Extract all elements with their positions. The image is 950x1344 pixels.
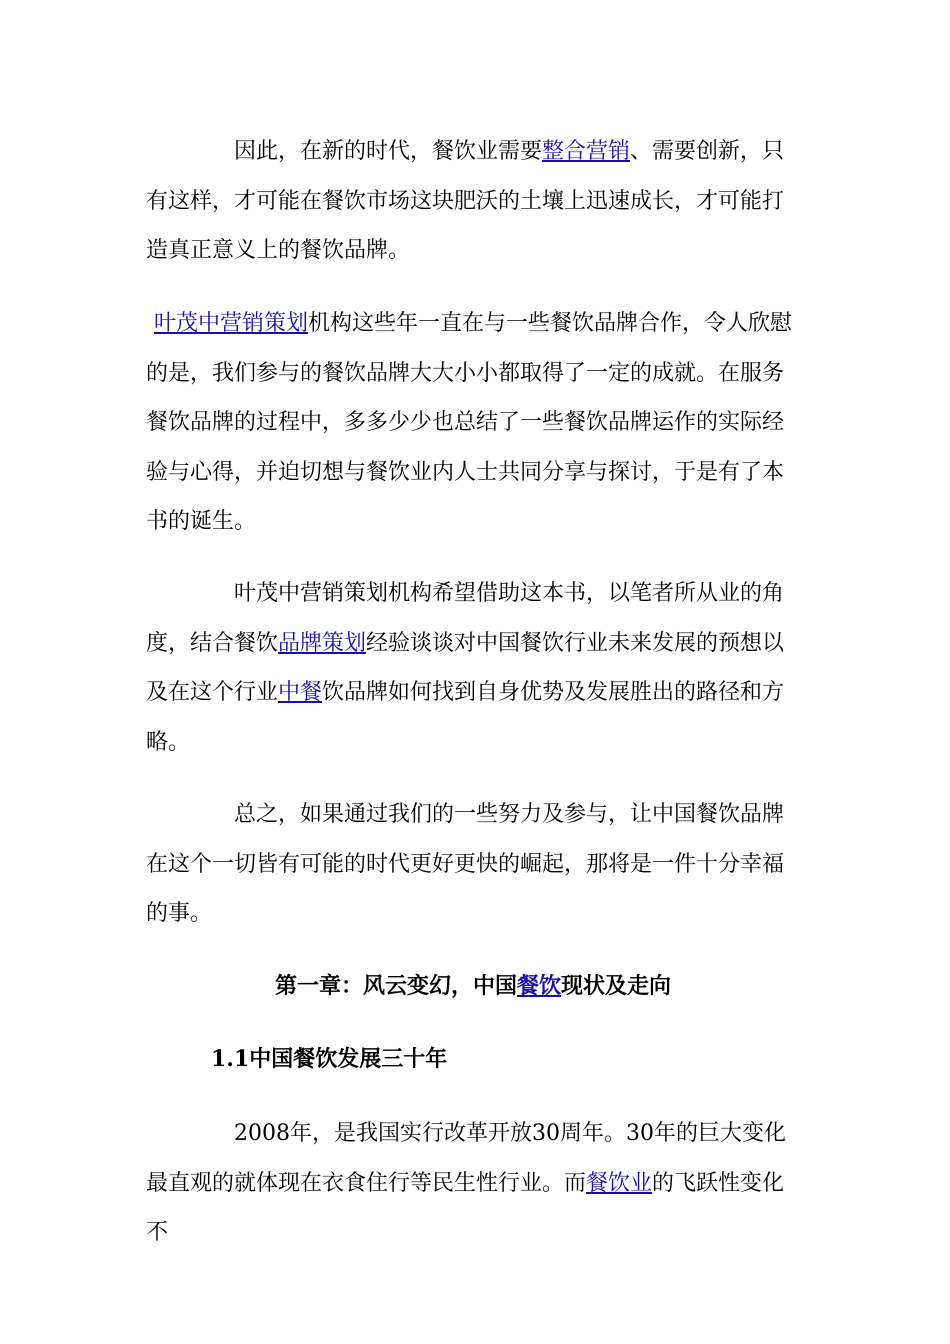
link-chinese-food[interactable]: 中餐	[278, 680, 323, 705]
link-agency-name[interactable]: 叶茂中营销策划	[154, 311, 309, 336]
link-catering[interactable]: 餐饮	[516, 973, 561, 999]
paragraph-text: 因此，在新的时代，餐饮业需要	[234, 139, 543, 164]
paragraph-text: 的飞跃性变化不	[146, 1170, 785, 1245]
paragraph-text: 叶茂中营销策划机构希望借助这本书，以笔者所从业的角度，结合餐饮	[146, 581, 785, 656]
paragraph-conclusion	[146, 790, 800, 939]
paragraph-thirty-years	[146, 1109, 800, 1258]
link-brand-planning[interactable]: 品牌策划	[278, 630, 367, 656]
link-catering-industry[interactable]: 餐饮业	[586, 1170, 653, 1196]
link-integrated-marketing[interactable]: 整合营销	[542, 139, 631, 164]
paragraph-intro	[146, 127, 800, 276]
paragraph-text: 2008年，是我国实行改革开放30周年。30年的巨大变化最直观的就体现在衣食住行等民生性行业。而	[146, 1121, 786, 1196]
paragraph-text: 机构这些年一直在与一些餐饮品牌合作，令人欣慰的是，我们参与的餐饮品牌大大小小都取得了一定的成就。在服务餐饮品牌的过程中，多多少少也总结了一些餐饮品牌运作的实际经验与心得，并迫切想与餐饮业内人士共同分享与探讨，于是有了本书的诞生。	[146, 311, 793, 534]
paragraph-text: 总之，如果通过我们的一些努力及参与，让中国餐饮品牌在这个一切皆有可能的时代更好更快的崛起，那将是一件十分幸福的事。	[146, 802, 785, 926]
paragraph-text: 经验谈谈对中国餐饮行业未来发展的预想以及在这个行业	[146, 630, 785, 705]
section-heading: 1.1中国餐饮发展三十年	[211, 1046, 448, 1072]
chapter-text: 第一章：风云变幻，中国	[274, 973, 517, 999]
paragraph-text: 、需要创新，只有这样，才可能在餐饮市场这块肥沃的土壤上迅速成长，才可能打造真正意义上的餐饮品牌。	[146, 139, 785, 263]
paragraph-text: 饮品牌如何找到自身优势及发展胜出的路径和方略。	[146, 680, 785, 755]
chapter-heading	[146, 962, 800, 1011]
chapter-text: 现状及走向	[561, 973, 672, 999]
paragraph-book-purpose	[146, 569, 800, 767]
paragraph-agency	[146, 299, 800, 547]
